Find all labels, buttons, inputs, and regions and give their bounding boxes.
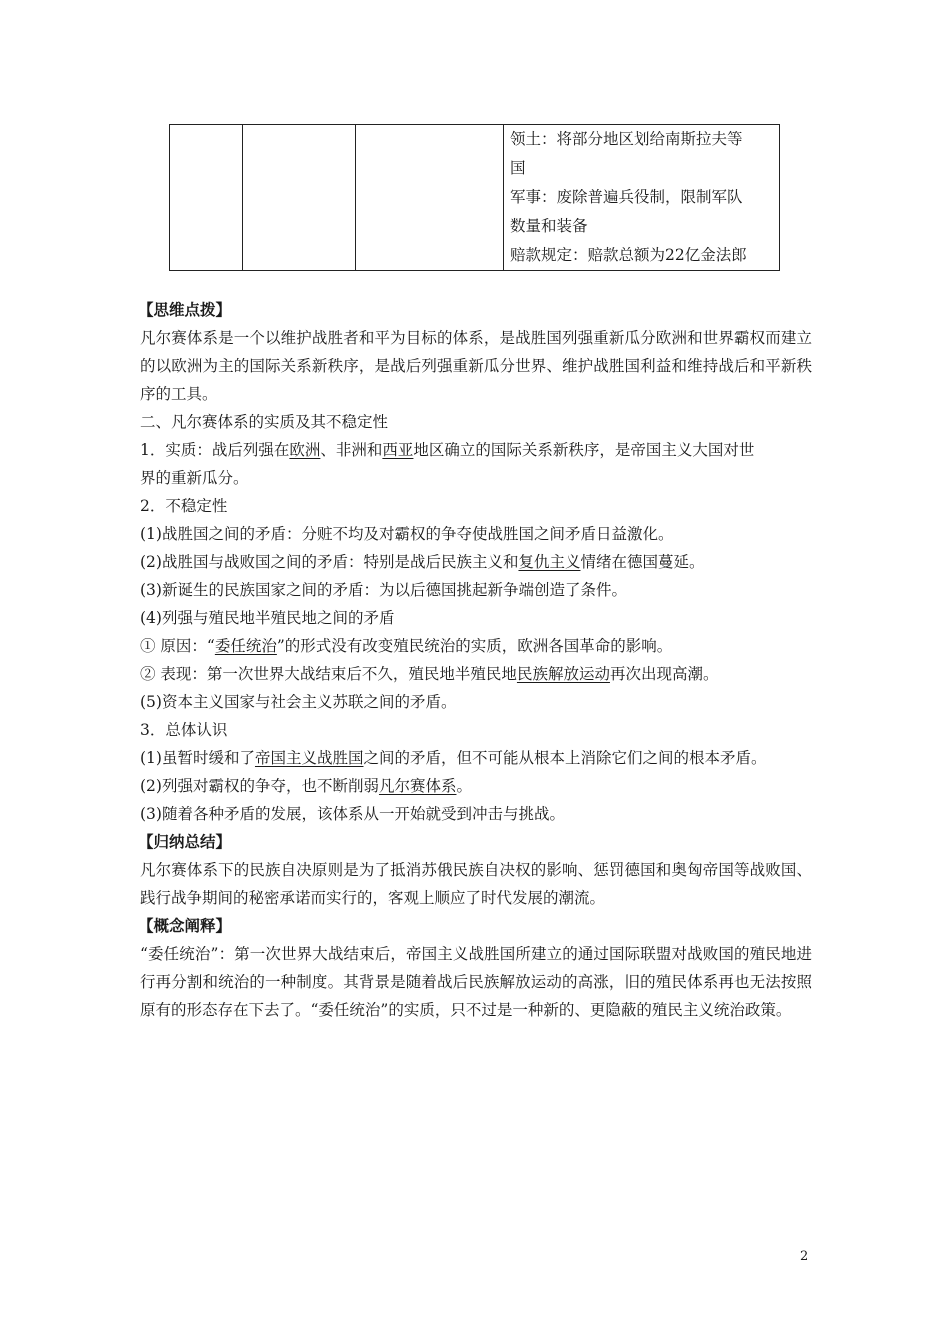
- list-item: (1)虽暂时缓和了帝国主义战胜国之间的矛盾，但不可能从根本上消除它们之间的根本矛盾。: [140, 749, 767, 767]
- list-item: (5)资本主义国家与社会主义苏联之间的矛盾。: [140, 693, 457, 711]
- section-heading-concept: 【概念阐释】: [138, 916, 232, 935]
- keyword-west-asia: 西亚: [382, 441, 414, 459]
- list-item: (3)新诞生的民族国家之间的矛盾：为以后德国挑起新争端创造了条件。: [140, 581, 627, 599]
- thinking-paragraph: 凡尔赛体系是一个以维护战胜者和平为目标的体系，是战胜国列强重新瓜分欧洲和世界霸权而建立的以欧洲为主的国际关系新秩序，是战后列强重新瓜分世界、维护战胜国利益和维持战后和平新秩序的工具。: [140, 329, 812, 403]
- keyword-victors: 帝国主义战胜国: [254, 749, 364, 767]
- list-item: (1)战胜国之间的矛盾：分赃不均及对霸权的争夺使战胜国之间矛盾日益激化。: [140, 525, 674, 543]
- keyword-mandate: 委任统治: [214, 637, 277, 655]
- keyword-europe: 欧洲: [289, 441, 321, 459]
- keyword-versailles: 凡尔赛体系: [378, 777, 457, 795]
- main-text: [140, 296, 812, 1024]
- table-cell-terms: [504, 125, 780, 271]
- overall-heading: 3．总体认识: [140, 721, 228, 739]
- continuation-table: [169, 124, 780, 271]
- list-item: ① 原因：“委任统治”的形式没有改变殖民统治的实质，欧洲各国革命的影响。: [140, 637, 673, 655]
- table-cell-2: [243, 125, 356, 271]
- list-item: ② 表现：第一次世界大战结束后不久，殖民地半殖民地民族解放运动再次出现高潮。: [140, 665, 719, 683]
- section-heading-summary: 【归纳总结】: [138, 832, 232, 851]
- essence-line-2: 界的重新瓜分。: [140, 469, 249, 487]
- list-item: (3)随着各种矛盾的发展，该体系从一开始就受到冲击与挑战。: [140, 805, 565, 823]
- terms-line: 数量和装备: [510, 217, 588, 235]
- section-heading-thinking: 【思维点拨】: [138, 300, 232, 319]
- terms-line: 赔款规定：赔款总额为22亿金法郎: [510, 246, 747, 264]
- terms-line: 军事：废除普遍兵役制，限制军队: [510, 188, 743, 206]
- page-number: 2: [800, 1249, 809, 1264]
- essence-line: 1．实质：战后列强在欧洲、非洲和西亚地区确立的国际关系新秩序，是帝国主义大国对世: [140, 441, 755, 459]
- table-cell-3: [356, 125, 504, 271]
- concept-paragraph: “委任统治”：第一次世界大战结束后，帝国主义战胜国所建立的通过国际联盟对战败国的殖民地进行再分割和统治的一种制度。其背景是随着战后民族解放运动的高涨，旧的殖民体系再也无法按照原有的形态存在下去了。“委任统治”的实质，只不过是一种新的、更隐蔽的殖民主义统治政策。: [140, 945, 812, 1019]
- list-item: (2)列强对霸权的争夺，也不断削弱凡尔赛体系。: [140, 777, 472, 795]
- table-row: [170, 125, 780, 271]
- list-item: (4)列强与殖民地半殖民地之间的矛盾: [140, 609, 395, 627]
- keyword-revanchism: 复仇主义: [518, 553, 581, 571]
- list-item: (2)战胜国与战败国之间的矛盾：特别是战后民族主义和复仇主义情绪在德国蔓延。: [140, 553, 705, 571]
- terms-line: 国: [510, 159, 526, 177]
- section-title: 二、凡尔赛体系的实质及其不稳定性: [140, 413, 389, 431]
- keyword-liberation: 民族解放运动: [516, 665, 610, 683]
- terms-line: 领土：将部分地区划给南斯拉夫等: [510, 130, 743, 148]
- summary-paragraph: 凡尔赛体系下的民族自决原则是为了抵消苏俄民族自决权的影响、惩罚德国和奥匈帝国等战败国、践行战争期间的秘密承诺而实行的，客观上顺应了时代发展的潮流。: [140, 861, 812, 907]
- instability-heading: 2．不稳定性: [140, 497, 228, 515]
- table-cell-1: [170, 125, 243, 271]
